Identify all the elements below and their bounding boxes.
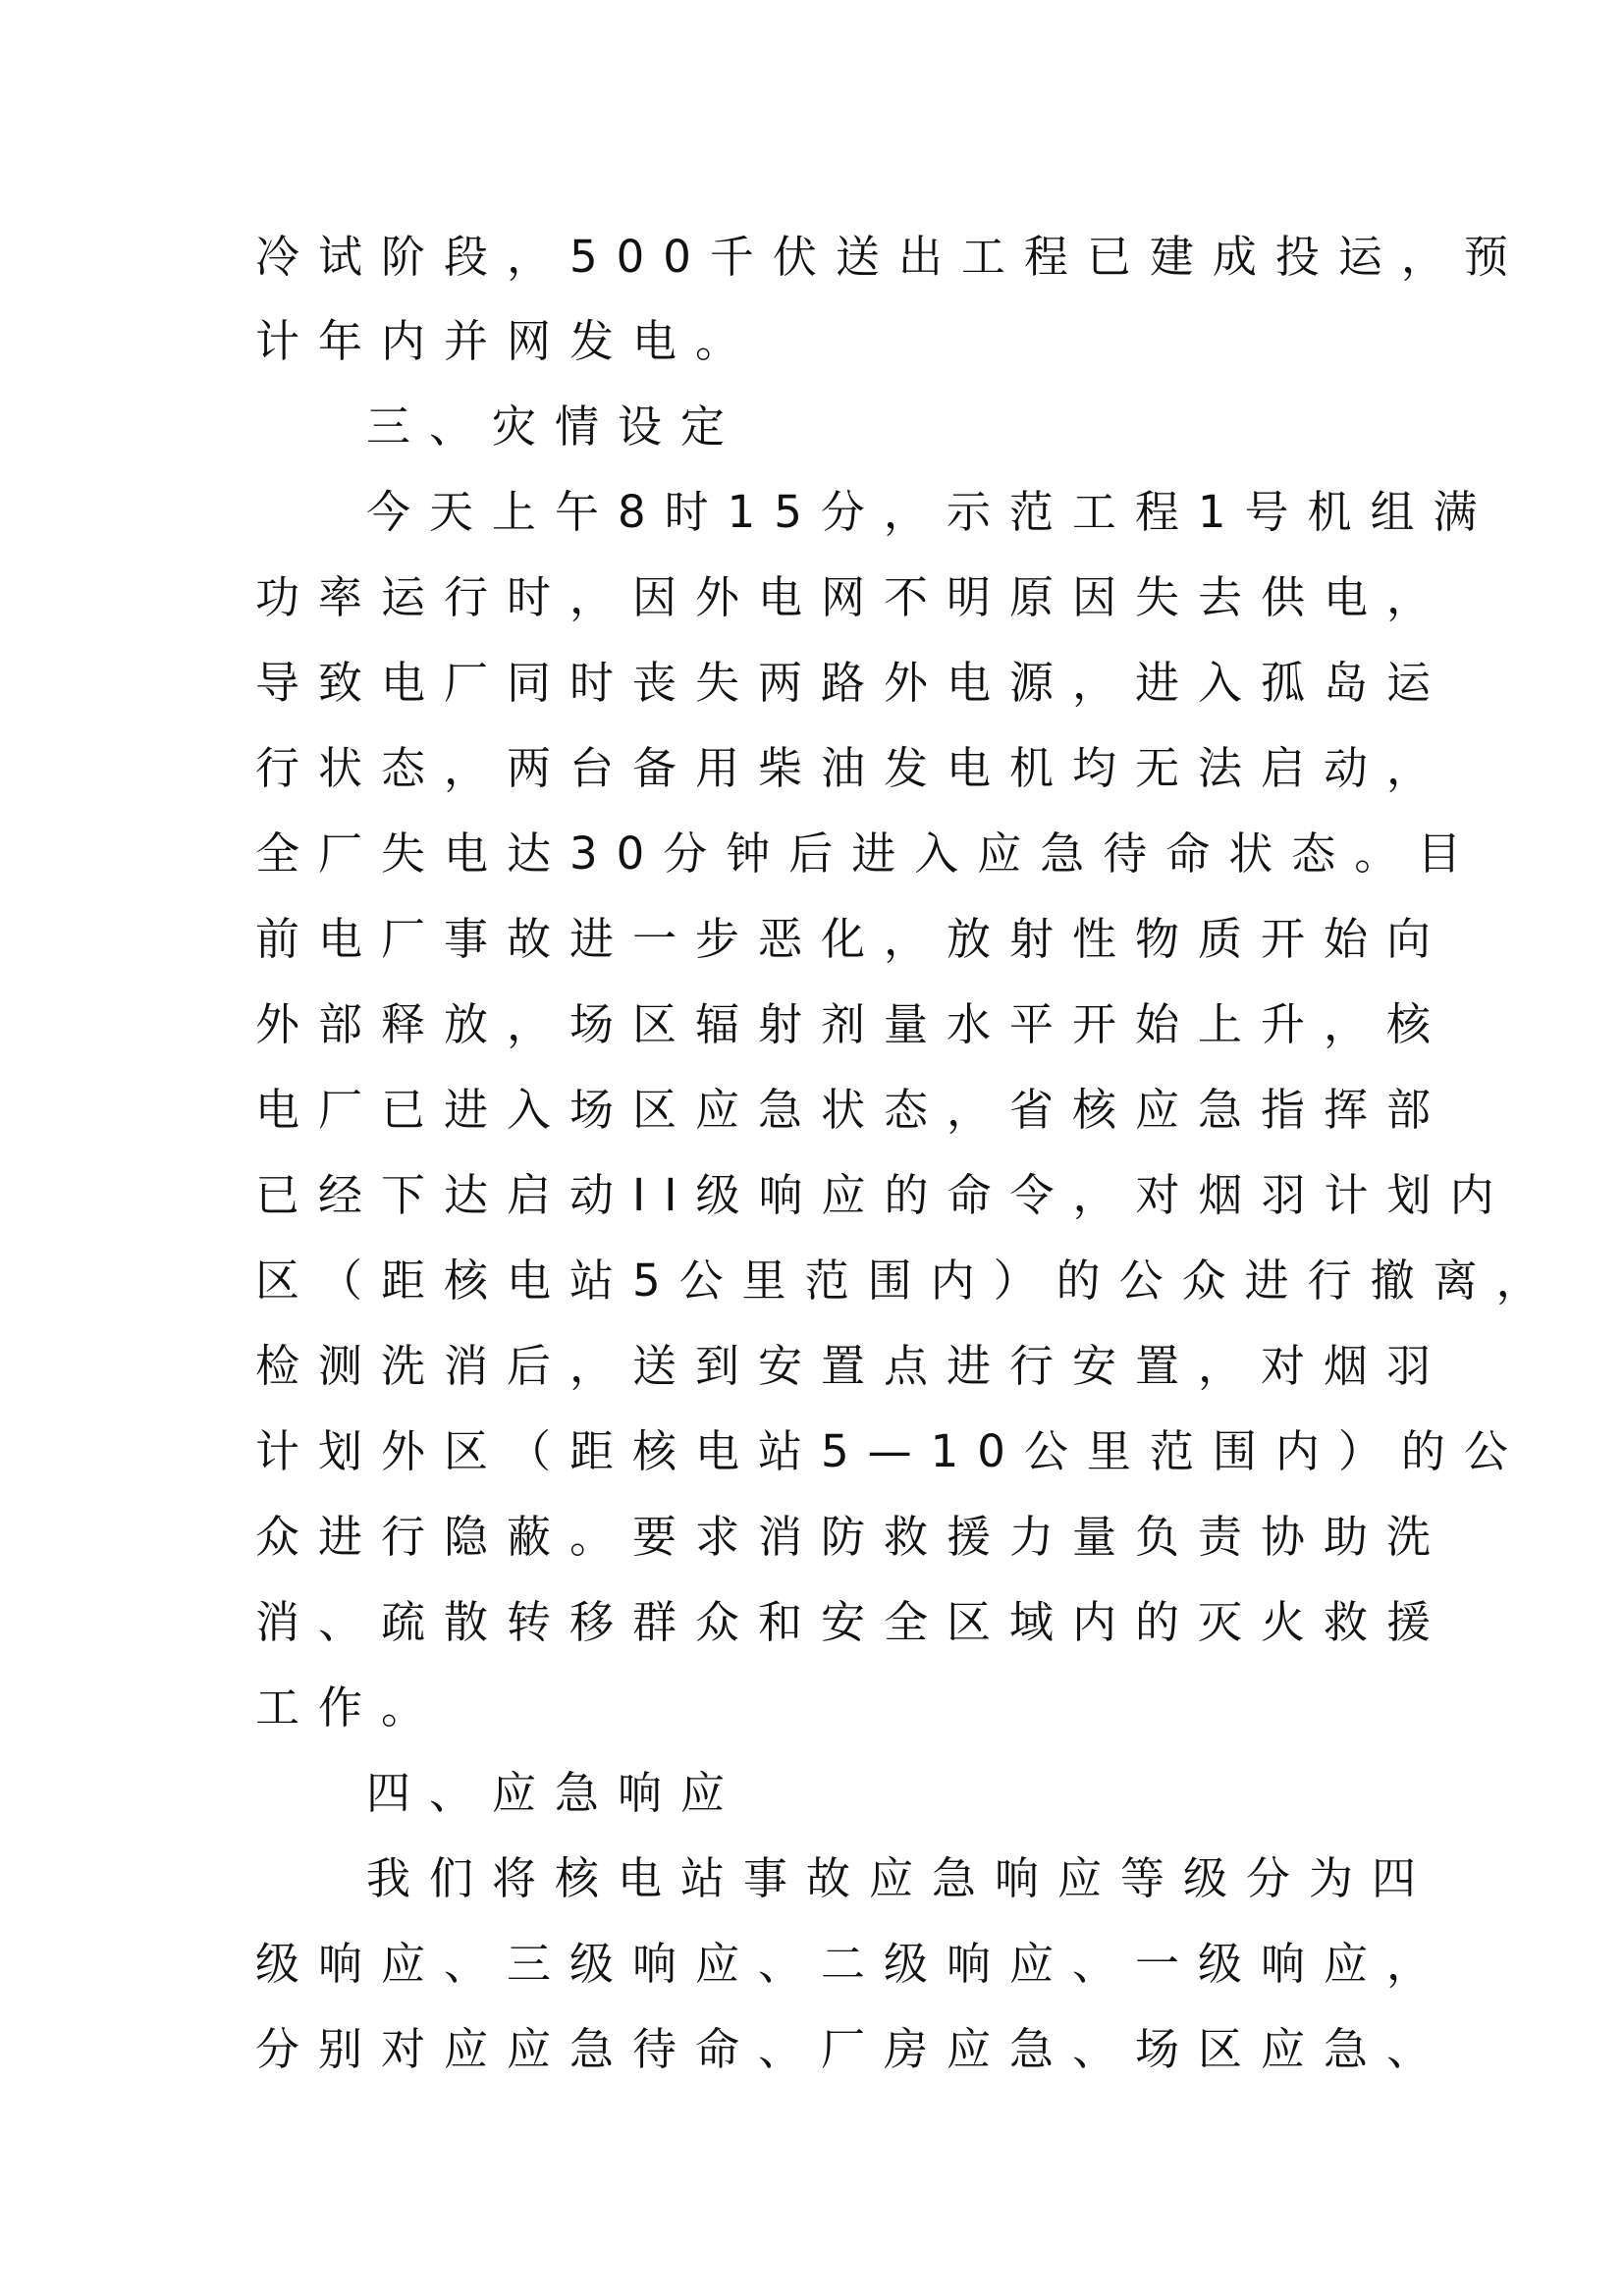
text-line-22: 分别对应应急待命、厂房应急、场区应急、 (255, 2023, 1450, 2075)
text-line-15: 计划外区（距核电站5—10公里范围内）的公 (255, 1425, 1527, 1477)
text-line-17: 消、疏散转移群众和安全区域内的灭火救援 (255, 1596, 1450, 1648)
text-line-14: 检测洗消后，送到安置点进行安置，对烟羽 (255, 1340, 1450, 1392)
text-line-11: 电厂已进入场区应急状态，省核应急指挥部 (255, 1084, 1450, 1136)
text-line-16: 众进行隐蔽。要求消防救援力量负责协助洗 (255, 1511, 1450, 1563)
text-line-5: 功率运行时，因外电网不明原因失去供电， (255, 571, 1450, 623)
text-line-7: 行状态，两台备用柴油发电机均无法启动， (255, 742, 1450, 794)
text-line-18: 工作。 (255, 1682, 445, 1734)
text-line-8: 全厂失电达30分钟后进入应急待命状态。目 (255, 828, 1481, 880)
paragraph-start-line-2: 我们将核电站事故应急响应等级分为四 (366, 1852, 1435, 1904)
section-heading-4: 四、应急响应 (366, 1767, 744, 1819)
text-line-13: 区（距核电站5公里范围内）的公众进行撤离， (255, 1255, 1559, 1307)
paragraph-start-line: 今天上午8时15分，示范工程1号机组满 (366, 486, 1496, 538)
text-line-9: 前电厂事故进一步恶化，放射性物质开始向 (255, 913, 1450, 965)
text-line-12: 已经下达启动II级响应的命令，对烟羽计划内 (255, 1169, 1513, 1221)
text-line-6: 导致电厂同时丧失两路外电源，进入孤岛运 (255, 657, 1450, 709)
text-line-2: 计年内并网发电。 (255, 315, 759, 367)
text-line-1: 冷试阶段，500千伏送出工程已建成投运，预 (255, 231, 1527, 283)
text-line-21: 级响应、三级响应、二级响应、一级响应， (255, 1938, 1450, 1990)
text-line-10: 外部释放，场区辐射剂量水平开始上升，核 (255, 998, 1450, 1050)
section-heading-3: 三、灾情设定 (366, 400, 744, 453)
